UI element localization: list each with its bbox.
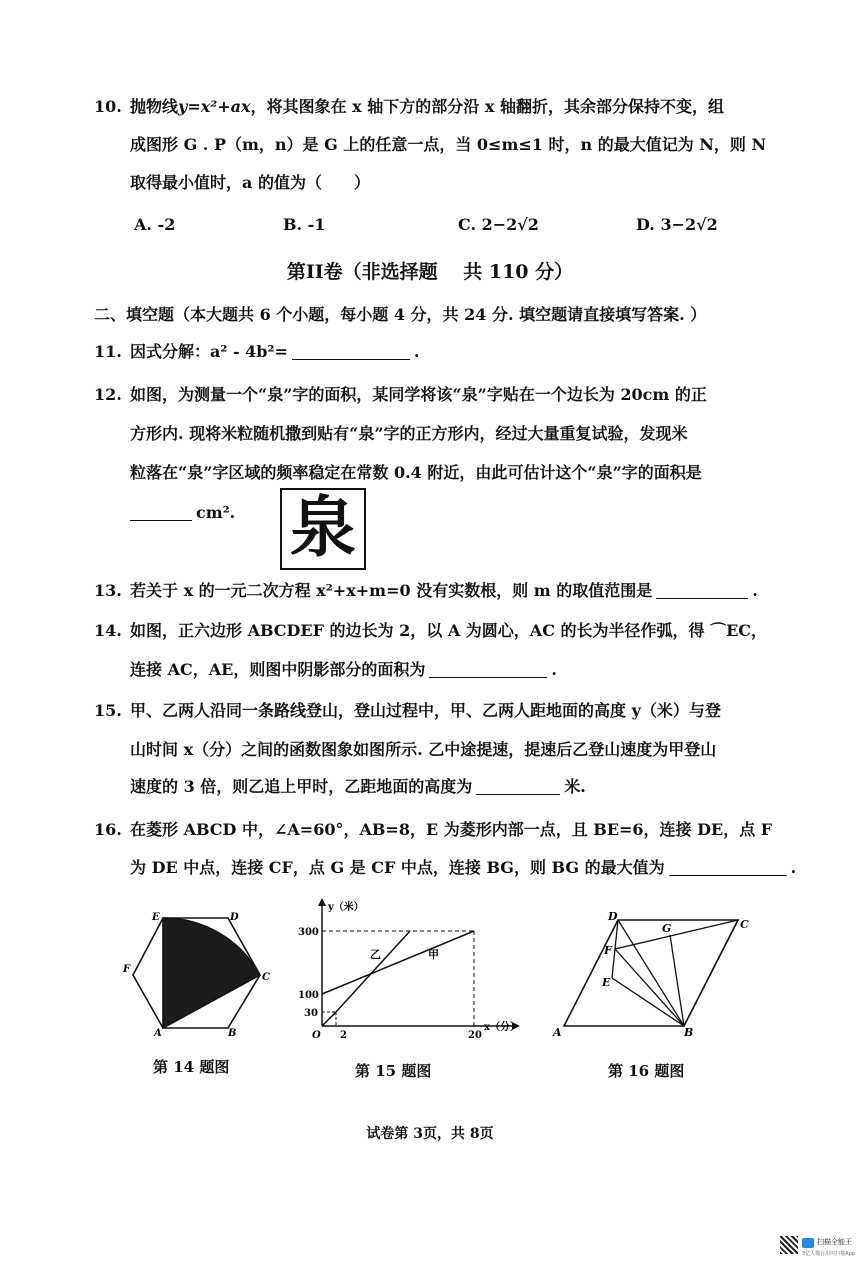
fig16-label-G: G — [662, 922, 672, 935]
q14-text-2: 连接 AC，AE，则图中阴影部分的面积为 — [130, 660, 426, 679]
watermark-brand: 扫描全能王 — [817, 1238, 852, 1246]
fig16-label-F: F — [604, 944, 612, 957]
y-axis-label: y（米） — [328, 902, 364, 913]
y-tick-100: 100 — [298, 990, 319, 1001]
scanner-logo-icon — [802, 1238, 814, 1248]
q10-option-c: C. 2−2√2 — [458, 215, 539, 234]
q15-text-3: 速度的 3 倍，则乙追上甲时，乙距地面的高度为 — [130, 777, 473, 796]
caption-figure-15: 第 15 题图 — [355, 1062, 432, 1080]
q12-number: 12. — [94, 385, 122, 404]
q15-answer-blank[interactable] — [476, 778, 560, 795]
fig14-label-B: B — [228, 1028, 237, 1038]
q14-end: . — [551, 660, 557, 679]
fig16-label-A: A — [553, 1026, 562, 1038]
q11-answer-blank[interactable] — [292, 343, 410, 360]
segment-CB — [684, 920, 738, 1026]
q13-text: 若关于 x 的一元二次方程 x²+x+m=0 没有实数根，则 m 的取值范围是 — [130, 581, 653, 600]
fig16-label-D: D — [608, 910, 618, 923]
figure-16-rhombus — [550, 908, 760, 1038]
fig14-label-D: D — [230, 912, 239, 923]
q10-line2: 成图形 G . P（m，n）是 G 上的任意一点，当 0≤m≤1 时，n 的最大值记为 N，则 N — [130, 135, 767, 154]
origin-label: O — [312, 1030, 321, 1041]
quan-glyph: 泉 — [290, 489, 356, 566]
quan-character-image — [280, 488, 366, 570]
q15-line3 — [130, 776, 586, 798]
x-tick-2: 2 — [340, 1030, 347, 1041]
q15-text-1: 甲、乙两人沿同一条路线登山，登山过程中，甲、乙两人距地面的高度 y（米）与登 — [130, 701, 721, 720]
caption-figure-14: 第 14 题图 — [153, 1058, 230, 1076]
series-jia-line — [322, 931, 474, 994]
figure-14-hexagon — [118, 908, 278, 1038]
q11-text: 因式分解：a² - 4b²= — [130, 342, 288, 361]
caption-figure-16: 第 16 题图 — [608, 1062, 685, 1080]
fig14-label-E: E — [152, 912, 160, 923]
q13-number: 13. — [94, 581, 122, 600]
q15-end: 米. — [564, 777, 586, 796]
q13-end: . — [752, 581, 758, 600]
q10-option-b: B. -1 — [283, 215, 326, 234]
q16-text-1: 在菱形 ABCD 中，∠A=60°，AB=8，E 为菱形内部一点，且 BE=6，连接 DE，点 F — [130, 820, 773, 839]
fig14-label-F: F — [123, 964, 131, 975]
diagonal-DB — [618, 920, 684, 1026]
q12-line1 — [94, 384, 707, 406]
q13-answer-blank[interactable] — [656, 582, 748, 599]
q10-text-a: 抛物线 — [130, 97, 179, 116]
part2-header: 二、填空题（本大题共 6 个小题，每小题 4 分，共 24 分. 填空题请直接填写答案. ） — [94, 305, 707, 324]
q16-line2 — [130, 857, 796, 879]
page-footer: 试卷第 3页，共 8页 — [366, 1126, 494, 1142]
q12-answer-blank[interactable] — [130, 504, 192, 521]
q12-line4 — [130, 502, 235, 524]
q16-end: . — [790, 858, 797, 877]
y-tick-30: 30 — [304, 1008, 318, 1019]
q12-text-1: 如图，为测量一个“泉”字的面积，某同学将该“泉”字贴在一个边长为 20cm 的正 — [130, 385, 707, 404]
q14-answer-blank[interactable] — [429, 661, 547, 678]
q10-number: 10. — [94, 97, 122, 116]
section-title: 第II卷（非选择题 共 110 分） — [286, 261, 574, 283]
q10-line3: 取得最小值时，a 的值为（ ） — [130, 173, 370, 192]
fig14-label-C: C — [262, 972, 270, 983]
q10-equation: y=x²+ax — [178, 97, 251, 116]
q11-end: . — [413, 342, 420, 361]
q15-line1 — [94, 700, 721, 722]
q14-text-1: 如图，正六边形 ABCDEF 的边长为 2，以 A 为圆心，AC 的长为半径作弧，得 ⌒EC， — [130, 621, 768, 640]
y-tick-300: 300 — [298, 927, 319, 938]
q15-number: 15. — [94, 701, 122, 720]
q10-text-b: ，将其图象在 x 轴下方的部分沿 x 轴翻折，其余部分保持不变，组 — [250, 97, 724, 116]
q14-line1 — [94, 620, 767, 642]
series-yi-label: 乙 — [370, 948, 381, 961]
series-jia-label: 甲 — [428, 948, 439, 961]
q15-line2: 山时间 x（分）之间的函数图象如图所示. 乙中途提速，提速后乙登山速度为甲登山 — [130, 740, 717, 759]
q16-answer-blank[interactable] — [669, 859, 787, 876]
q14-line2 — [130, 659, 557, 681]
watermark-subtitle: 3亿人都在用的扫描App — [802, 1251, 855, 1257]
q13 — [94, 580, 758, 602]
q10-option-d: D. 3−2√2 — [636, 215, 718, 234]
series-yi-line — [322, 931, 410, 1026]
fig16-label-B: B — [684, 1026, 694, 1038]
fig16-label-E: E — [602, 976, 611, 989]
q11 — [94, 341, 419, 363]
q14-number: 14. — [94, 621, 122, 640]
q10-line1 — [94, 96, 724, 118]
fig14-label-A: A — [154, 1028, 162, 1038]
q12-unit: cm². — [196, 503, 236, 522]
x-tick-20: 20 — [468, 1030, 482, 1041]
q11-number: 11. — [94, 342, 122, 361]
q10-option-a: A. -2 — [134, 215, 176, 234]
shaded-sector — [163, 918, 260, 1028]
x-axis-label: x（分） — [484, 1022, 520, 1033]
fig16-label-C: C — [740, 918, 749, 931]
q16-text-2: 为 DE 中点，连接 CF，点 G 是 CF 中点，连接 BG，则 BG 的最大值为 — [130, 858, 665, 877]
qr-code-icon — [780, 1236, 798, 1254]
q16-line1 — [94, 819, 772, 841]
q16-number: 16. — [94, 820, 122, 839]
q12-line3: 粒落在“泉”字区域的频率稳定在常数 0.4 附近，由此可估计这个“泉”字的面积是 — [130, 463, 702, 482]
figure-15-graph — [292, 896, 532, 1046]
y-axis-arrow — [318, 898, 326, 906]
q12-line2: 方形内. 现将米粒随机撒到贴有“泉”字的正方形内，经过大量重复试验，发现米 — [130, 424, 688, 443]
